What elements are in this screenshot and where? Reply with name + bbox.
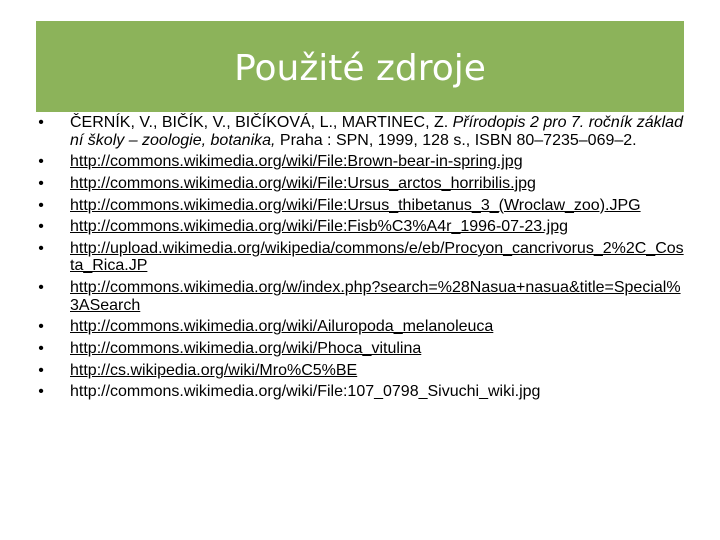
book-title: Přírodopis 2 pro 7. ročník základní školy – zoologie, botanika, [70,114,683,149]
references-list [36,114,686,405]
reference-link[interactable]: http://commons.wikimedia.org/wiki/File:Brown-bear-in-spring.jpg [70,153,523,171]
bullet-icon: • [38,218,44,236]
list-item [36,175,686,193]
bullet-icon: • [38,196,44,214]
list-item [36,318,686,336]
reference-link[interactable]: http://commons.wikimedia.org/w/index.php?search=%28Nasua+nasua&title=Special%3ASearch [70,279,681,314]
reference-link[interactable]: http://commons.wikimedia.org/wiki/Ailuropoda_melanoleuca [70,318,494,336]
bullet-icon: • [38,153,44,171]
list-item [36,340,686,358]
bullet-icon: • [38,340,44,357]
reference-link[interactable]: http://commons.wikimedia.org/wiki/File:Ursus_thibetanus_3_(Wroclaw_zoo).JPG [70,196,641,214]
list-item [36,279,686,314]
list-item [36,218,686,236]
list-item [36,153,686,171]
list-item [36,383,686,401]
bullet-icon: • [38,383,44,401]
list-item-book [36,114,686,149]
list-item [36,240,686,275]
reference-link[interactable]: http://commons.wikimedia.org/wiki/Phoca_vitulina [70,340,422,357]
bullet-icon: • [38,318,44,336]
book-authors: ČERNÍK, V., BIČÍK, V., BIČÍKOVÁ, L., MARTINEC, Z. [70,114,453,131]
reference-link[interactable]: http://commons.wikimedia.org/wiki/File:Ursus_arctos_horribilis.jpg [70,174,536,192]
reference-link[interactable]: http://cs.wikipedia.org/wiki/Mro%C5%BE [70,361,358,379]
reference-link[interactable]: http://upload.wikimedia.org/wikipedia/commons/e/eb/Procyon_cancrivorus_2%2C_Costa_Rica.JP [70,239,684,275]
reference-link[interactable]: http://commons.wikimedia.org/wiki/File:Fisb%C3%A4r_1996-07-23.jpg [70,218,568,236]
bullet-icon: • [38,114,44,131]
list-item [36,362,686,380]
bullet-icon: • [38,361,44,379]
list-item [36,197,686,215]
bullet-icon: • [38,239,44,257]
bullet-icon: • [38,279,44,297]
reference-text: http://commons.wikimedia.org/wiki/File:107_0798_Sivuchi_wiki.jpg [70,383,541,401]
book-details: Praha : SPN, 1999, 128 s., ISBN 80–7235–069–2. [275,131,637,149]
bullet-icon: • [38,174,44,192]
slide-title: Použité zdroje [234,48,486,89]
